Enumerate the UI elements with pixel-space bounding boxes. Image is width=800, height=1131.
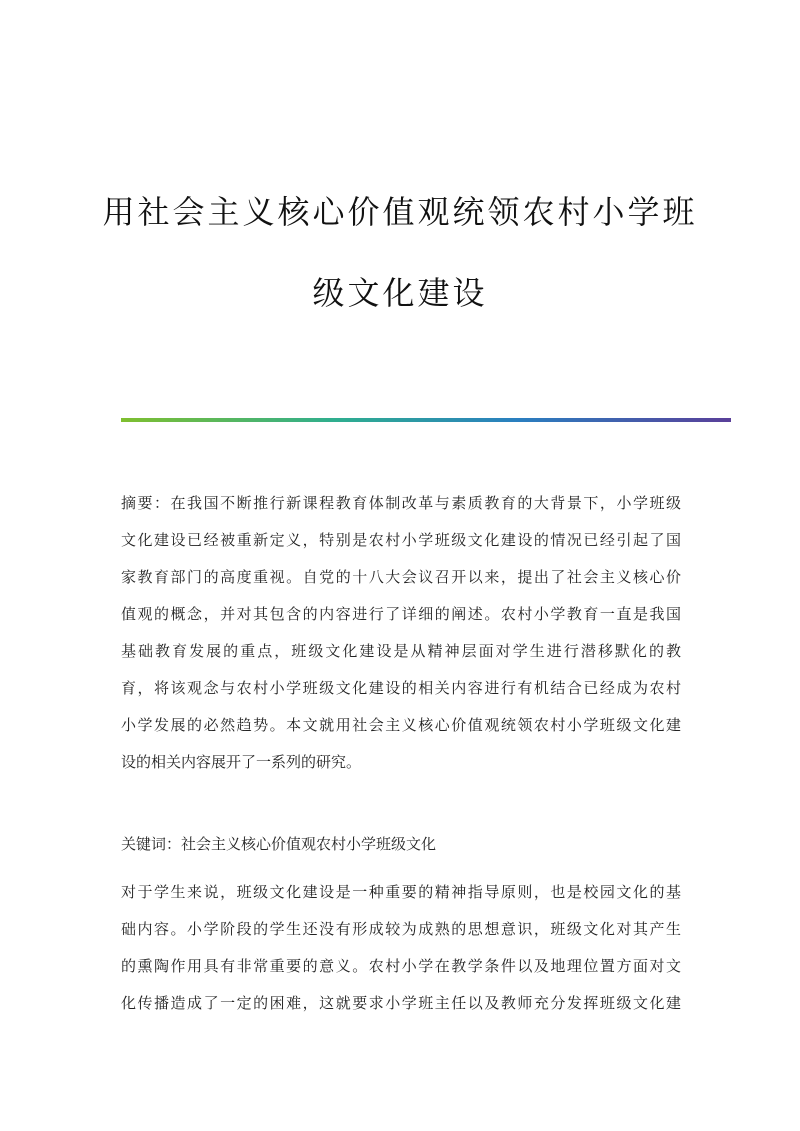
- abstract-line: 摘要：在我国不断推行新课程教育体制改革与素质教育的大背景下，小学班级: [121, 494, 681, 512]
- paragraph-line: 对于学生来说，班级文化建设是一种重要的精神指导原则，也是校园文化的基: [121, 883, 681, 901]
- keywords: [121, 826, 681, 863]
- abstract-line: 值观的概念，并对其包含的内容进行了详细的阐述。农村小学教育一直是我国: [121, 605, 681, 623]
- abstract-line: 育，将该观念与农村小学班级文化建设的相关内容进行有机结合已经成为农村: [121, 679, 681, 697]
- abstract-line: 小学发展的必然趋势。本文就用社会主义核心价值观统领农村小学班级文化建: [121, 716, 681, 734]
- document-title-line-2: 级文化建设: [312, 274, 488, 312]
- keywords-line: 关键词：社会主义核心价值观农村小学班级文化: [121, 835, 437, 853]
- title-divider: [121, 418, 731, 422]
- abstract-line: 家教育部门的高度重视。自党的十八大会议召开以来，提出了社会主义核心价: [121, 568, 681, 586]
- paragraph-line: 化传播造成了一定的困难，这就要求小学班主任以及教师充分发挥班级文化建: [121, 994, 681, 1012]
- abstract-line: 基础教育发展的重点，班级文化建设是从精神层面对学生进行潜移默化的教: [121, 642, 681, 660]
- document-title-line-1: 用社会主义核心价值观统领农村小学班: [102, 193, 698, 231]
- abstract: [121, 485, 681, 781]
- paragraph-line: 的熏陶作用具有非常重要的意义。农村小学在教学条件以及地理位置方面对文: [121, 957, 681, 975]
- abstract-line: 文化建设已经被重新定义，特别是农村小学班级文化建设的情况已经引起了国: [121, 531, 681, 549]
- abstract-line: 设的相关内容展开了一系列的研究。: [121, 753, 362, 771]
- paragraph-line: 础内容。小学阶段的学生还没有形成较为成熟的思想意识，班级文化对其产生: [121, 920, 681, 938]
- body-paragraph: [121, 874, 681, 1022]
